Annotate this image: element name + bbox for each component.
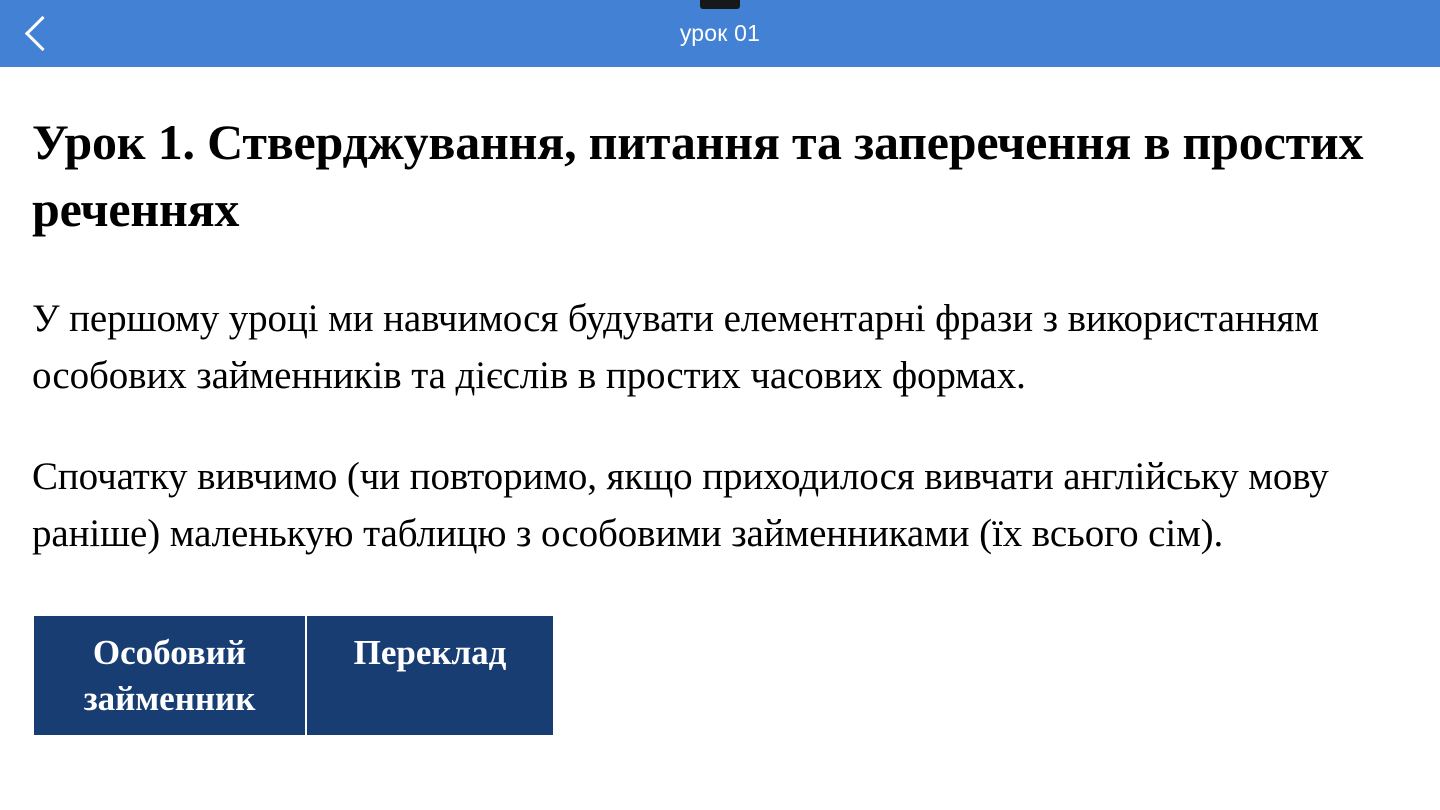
table-header-row [33, 615, 554, 736]
status-bar-notch [700, 0, 740, 9]
chevron-left-icon [24, 16, 59, 51]
table-header-pronoun: Особовий займенник [33, 615, 306, 736]
lesson-content [0, 67, 1440, 737]
app-bar [0, 0, 1440, 67]
lesson-paragraph-1: У першому уроці ми навчимося будувати елементарні фрази з використанням особових займенників та дієслів в простих часових формах. [32, 297, 1319, 397]
page-title: урок 01 [679, 20, 761, 46]
lesson-heading: Урок 1. Стверджування, питання та заперечення в простих реченнях [32, 114, 1364, 237]
lesson-paragraph-2: Спочатку вивчимо (чи повторимо, якщо приходилося вивчати англійську мову раніше) маленькую таблицю з особовими займенниками (їх всього сім). [32, 455, 1329, 555]
table-header-translation: Переклад [306, 615, 554, 736]
back-button[interactable] [0, 0, 78, 67]
pronoun-table [32, 614, 555, 737]
